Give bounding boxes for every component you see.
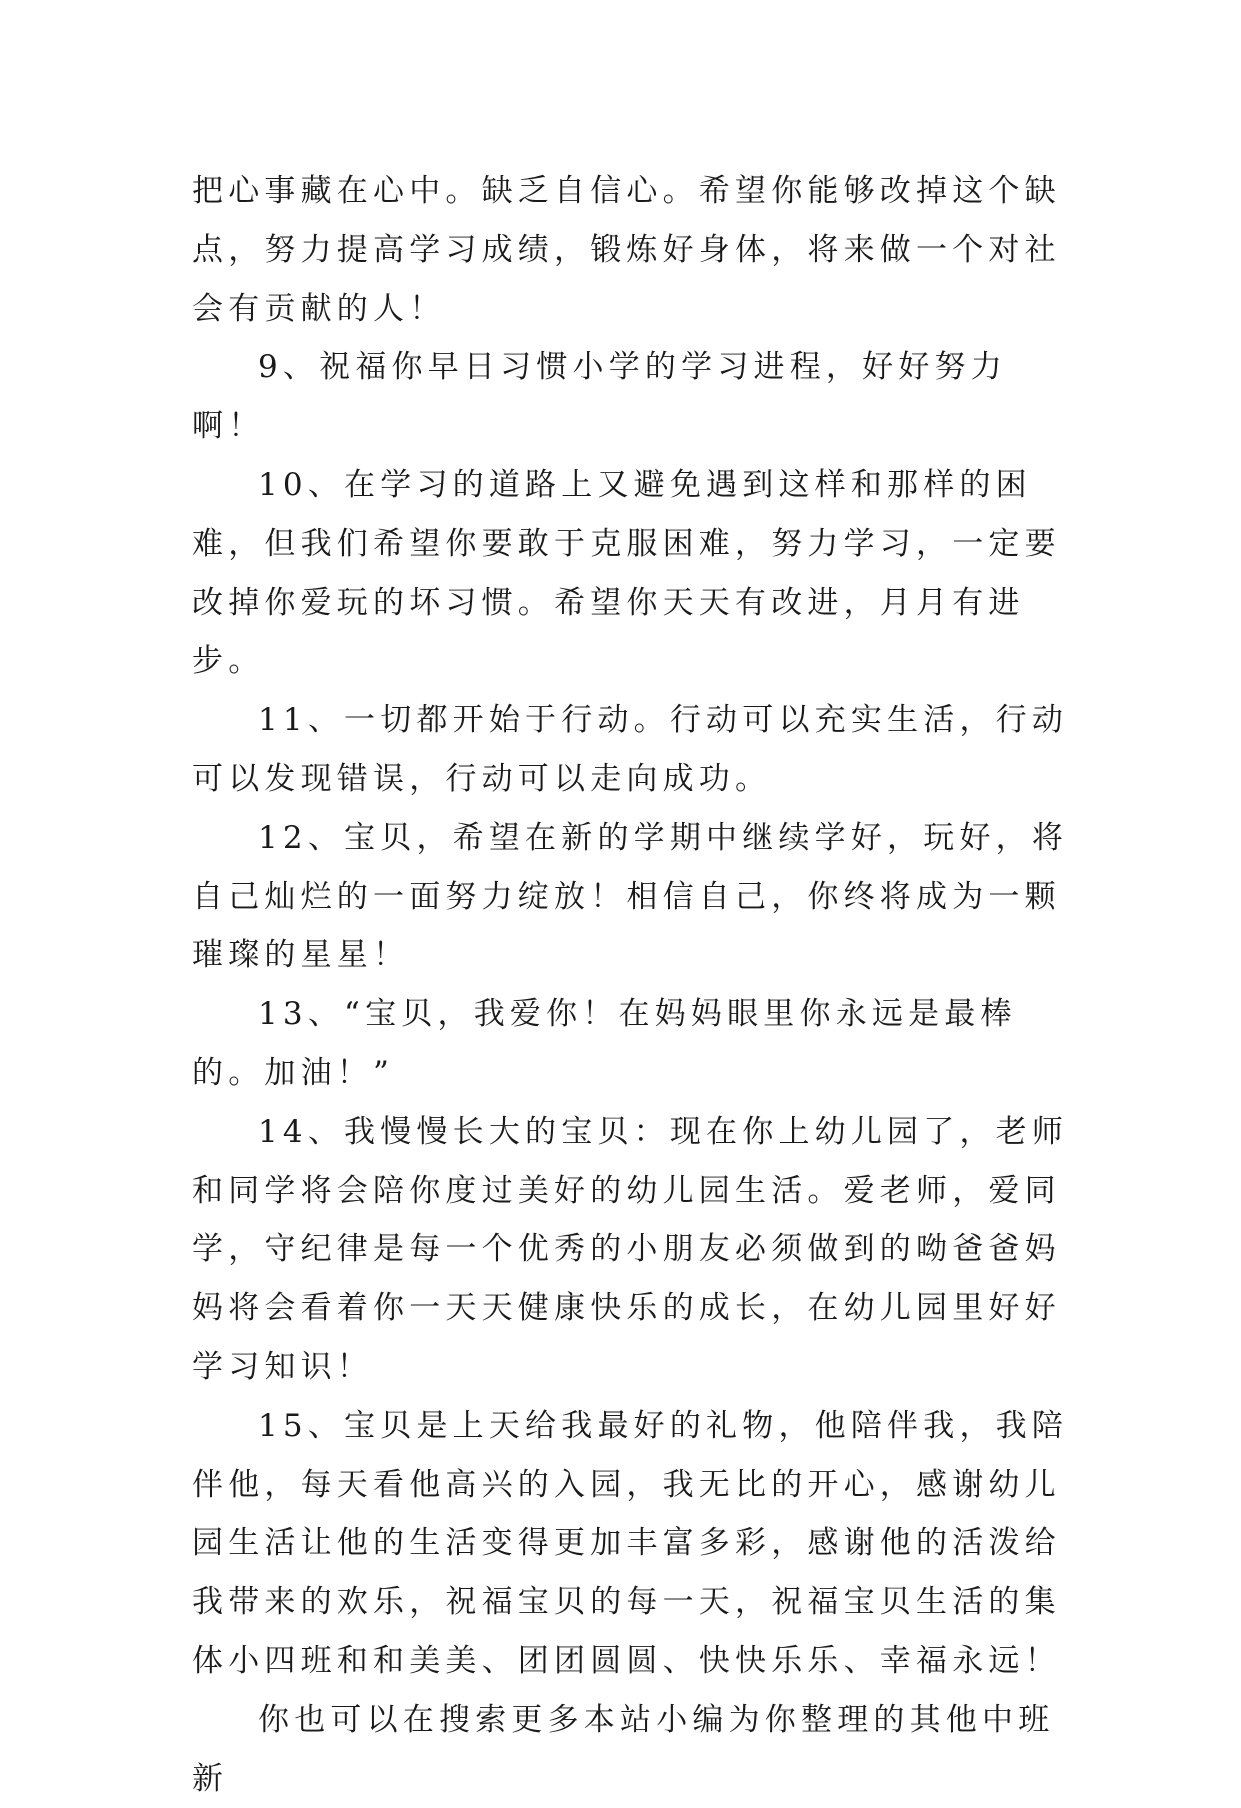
paragraph-closing: 你也可以在搜索更多本站小编为你整理的其他中班新 — [192, 1701, 1055, 1797]
paragraph-item-11: 11、一切都开始于行动。行动可以充实生活，行动可以发现错误，行动可以走向成功。 — [192, 702, 1069, 797]
paragraph-item-14: 14、我慢慢长大的宝贝：现在你上幼儿园了，老师和同学将会陪你度过美好的幼儿园生活。爱老师，爱同学，守纪律是每一个优秀的小朋友必须做到的呦爸爸妈妈将会看着你一天天健康快乐的成长，在幼儿园里好好学习知识！ — [192, 1113, 1069, 1385]
paragraph-continuation: 把心事藏在心中。缺乏自信心。希望你能够改掉这个缺点，努力提高学习成绩，锻炼好身体，将来做一个对社会有贡献的人！ — [192, 173, 1061, 327]
paragraph-item-10: 10、在学习的道路上又避免遇到这样和那样的困难，但我们希望你要敢于克服困难，努力学习，一定要改掉你爱玩的坏习惯。希望你天天有改进，月月有进步。 — [192, 466, 1061, 680]
paragraph-item-9: 9、祝福你早日习惯小学的学习进程，好好努力啊！ — [192, 349, 1007, 445]
document-body — [192, 162, 1072, 1808]
paragraph-item-12: 12、宝贝，希望在新的学期中继续学好，玩好，将自己灿烂的一面努力绽放！相信自己，你终将成为一颗璀璨的星星！ — [192, 819, 1069, 974]
paragraph-item-13: 13、“宝贝，我爱你！在妈妈眼里你永远是最棒的。加油！” — [192, 996, 1017, 1091]
paragraph-item-15: 15、宝贝是上天给我最好的礼物，他陪伴我，我陪伴他，每天看他高兴的入园，我无比的开心，感谢幼儿园生活让他的生活变得更加丰富多彩，感谢他的活泼给我带来的欢乐，祝福宝贝的每一天，祝福宝贝生活的集体小四班和和美美、团团圆圆、快快乐乐、幸福永远！ — [192, 1407, 1069, 1679]
